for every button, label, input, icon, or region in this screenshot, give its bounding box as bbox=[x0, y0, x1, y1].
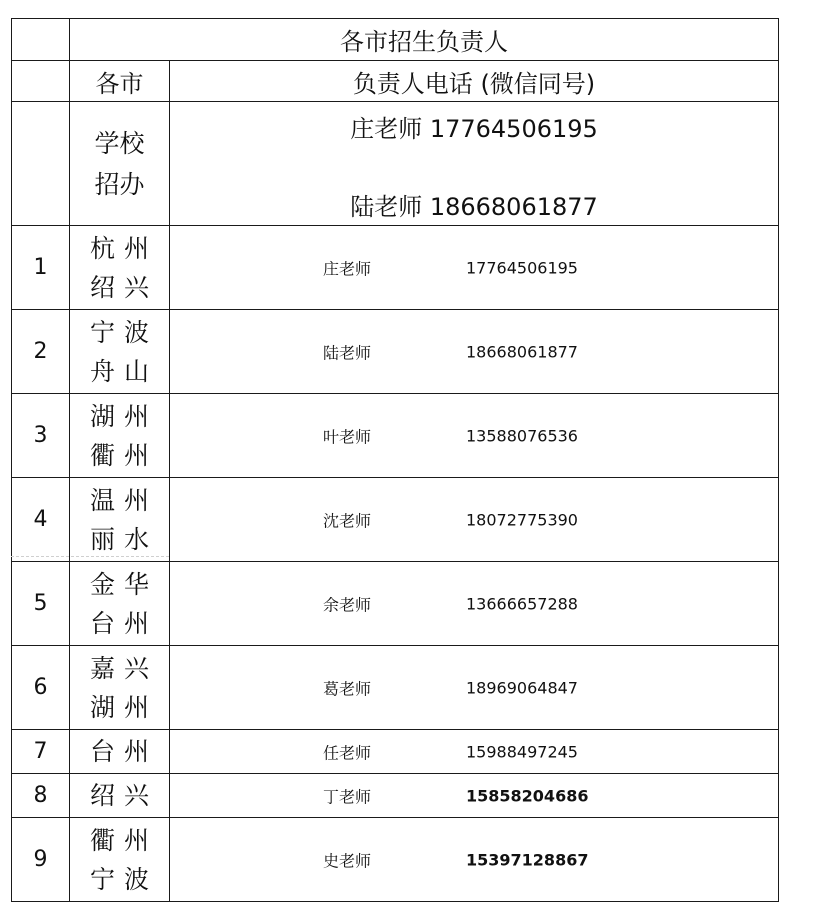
office-number-cell bbox=[12, 102, 70, 226]
header-contact: 负责人电话 (微信同号) bbox=[170, 61, 779, 102]
row-contact-cell bbox=[170, 394, 779, 478]
row-contact-phone[interactable]: 13666657288 bbox=[466, 594, 578, 613]
row-contact-cell bbox=[170, 774, 779, 818]
row-contact-phone[interactable]: 18668061877 bbox=[466, 342, 578, 361]
row-contact-name: 余老师 bbox=[323, 595, 372, 614]
row-city-line1: 温州 bbox=[89, 485, 158, 515]
table-row bbox=[12, 646, 779, 730]
row-city-cell bbox=[70, 646, 170, 730]
row-city-cell bbox=[70, 478, 170, 562]
row-contact-cell bbox=[170, 646, 779, 730]
row-city-line1: 金华 bbox=[89, 569, 158, 599]
row-contact-name: 史老师 bbox=[323, 851, 372, 870]
row-city-line1: 衢州 bbox=[89, 825, 158, 855]
row-city-line2: 衢州 bbox=[89, 440, 158, 470]
row-contact-phone[interactable]: 15397128867 bbox=[466, 850, 589, 869]
table-title-row bbox=[12, 19, 779, 61]
row-contact-phone[interactable]: 18072775390 bbox=[466, 510, 578, 529]
row-contact-name: 任老师 bbox=[323, 743, 372, 762]
row-city-cell bbox=[70, 562, 170, 646]
row-city-cell bbox=[70, 818, 170, 902]
row-contact-phone[interactable]: 13588076536 bbox=[466, 426, 578, 445]
row-contact-cell bbox=[170, 730, 779, 774]
row-number: 3 bbox=[12, 394, 70, 478]
row-number: 9 bbox=[12, 818, 70, 902]
row-contact-cell bbox=[170, 478, 779, 562]
table-row bbox=[12, 310, 779, 394]
row-city-cell bbox=[70, 774, 170, 818]
row-city-line1: 台州 bbox=[89, 737, 158, 766]
office-contact-line1[interactable]: 庄老师 17764506195 bbox=[350, 114, 598, 143]
office-label-line1: 学校 bbox=[94, 128, 145, 158]
row-city-line1: 杭州 bbox=[89, 233, 158, 263]
school-office-row bbox=[12, 102, 779, 226]
row-number: 6 bbox=[12, 646, 70, 730]
row-contact-name: 沈老师 bbox=[323, 511, 372, 530]
row-city-line2: 湖州 bbox=[89, 692, 158, 722]
table-row bbox=[12, 478, 779, 562]
table-row bbox=[12, 226, 779, 310]
row-contact-phone[interactable]: 15858204686 bbox=[466, 786, 589, 805]
table-row bbox=[12, 774, 779, 818]
recruitment-contacts-table bbox=[11, 18, 779, 902]
corner-cell bbox=[12, 19, 70, 61]
row-number: 8 bbox=[12, 774, 70, 818]
row-number: 2 bbox=[12, 310, 70, 394]
faint-dashed-divider bbox=[11, 556, 169, 557]
row-city-cell bbox=[70, 730, 170, 774]
row-city-line2: 宁波 bbox=[89, 864, 158, 894]
row-contact-phone[interactable]: 15988497245 bbox=[466, 742, 578, 761]
row-contact-phone[interactable]: 17764506195 bbox=[466, 258, 578, 277]
table-header-row bbox=[12, 61, 779, 102]
table-title: 各市招生负责人 bbox=[70, 19, 779, 61]
row-number: 4 bbox=[12, 478, 70, 562]
row-number: 7 bbox=[12, 730, 70, 774]
table-row bbox=[12, 730, 779, 774]
row-city-line2: 舟山 bbox=[89, 356, 158, 386]
row-city-line1: 绍兴 bbox=[89, 781, 158, 810]
row-city-line1: 宁波 bbox=[89, 317, 158, 347]
row-city-line1: 湖州 bbox=[89, 401, 158, 431]
office-label-line2: 招办 bbox=[94, 169, 145, 199]
row-city-line2: 台州 bbox=[89, 608, 158, 638]
row-city-line2: 丽水 bbox=[89, 524, 158, 554]
row-contact-name: 丁老师 bbox=[323, 787, 372, 806]
row-contact-cell bbox=[170, 562, 779, 646]
row-city-cell bbox=[70, 310, 170, 394]
table-row bbox=[12, 818, 779, 902]
row-number: 5 bbox=[12, 562, 70, 646]
row-contact-cell bbox=[170, 818, 779, 902]
row-city-line2: 绍兴 bbox=[89, 272, 158, 302]
header-number-cell bbox=[12, 61, 70, 102]
row-city-cell bbox=[70, 394, 170, 478]
office-contact-cell bbox=[170, 102, 779, 226]
office-contact-line2[interactable]: 陆老师 18668061877 bbox=[350, 192, 598, 221]
row-contact-cell bbox=[170, 310, 779, 394]
table-row bbox=[12, 394, 779, 478]
header-city: 各市 bbox=[70, 61, 170, 102]
row-number: 1 bbox=[12, 226, 70, 310]
row-contact-name: 庄老师 bbox=[323, 259, 372, 278]
row-contact-name: 葛老师 bbox=[323, 679, 372, 698]
row-contact-name: 陆老师 bbox=[323, 343, 372, 362]
row-contact-cell bbox=[170, 226, 779, 310]
row-contact-name: 叶老师 bbox=[323, 427, 372, 446]
office-label-cell bbox=[70, 102, 170, 226]
table-row bbox=[12, 562, 779, 646]
row-city-line1: 嘉兴 bbox=[89, 653, 158, 683]
row-city-cell bbox=[70, 226, 170, 310]
row-contact-phone[interactable]: 18969064847 bbox=[466, 678, 578, 697]
